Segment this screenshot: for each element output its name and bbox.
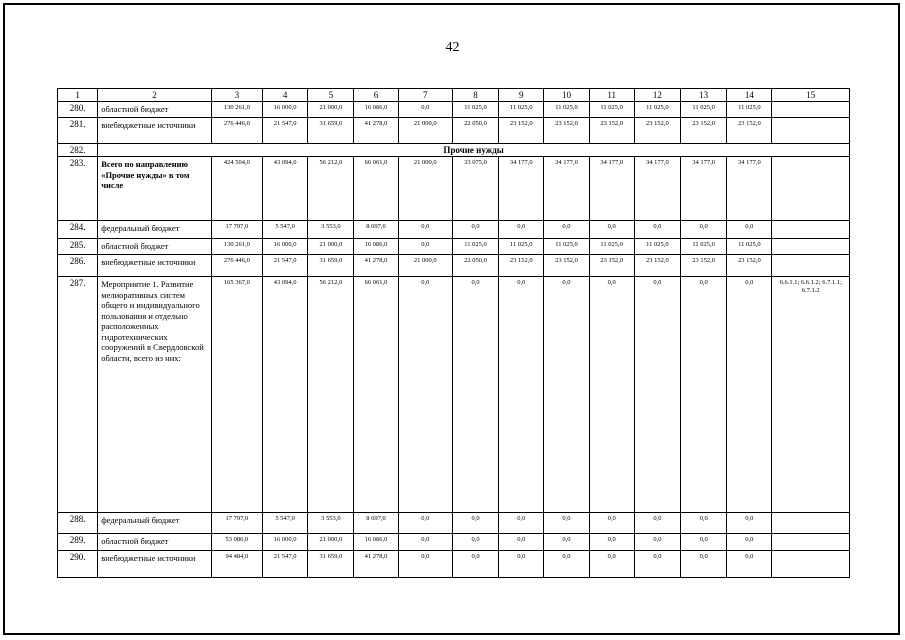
value-cell: 16 086,0 [354, 534, 398, 551]
value-cell: 33 075,0 [452, 157, 498, 221]
table-row [58, 157, 850, 221]
value-cell: 11 025,0 [452, 239, 498, 255]
column-header: 11 [589, 89, 634, 102]
target-reference: 6.6.1.1; 6.6.1.2; 6.7.1.1; 6.7.1.2 [772, 277, 850, 513]
value-cell: 11 025,0 [589, 239, 634, 255]
value-cell: 41 278,0 [354, 551, 398, 578]
value-cell: 0,0 [589, 551, 634, 578]
value-cell: 34 177,0 [499, 157, 544, 221]
row-number: 284. [58, 221, 98, 239]
value-cell: 165 367,0 [211, 277, 262, 513]
target-reference [772, 118, 850, 144]
value-cell: 21 547,0 [263, 255, 308, 277]
row-number: 281. [58, 118, 98, 144]
row-number: 280. [58, 102, 98, 118]
value-cell: 22 050,0 [452, 118, 498, 144]
column-header: 1 [58, 89, 98, 102]
value-cell: 17 797,0 [211, 221, 262, 239]
table-body [58, 89, 850, 578]
value-cell: 0,0 [589, 534, 634, 551]
value-cell: 11 025,0 [499, 239, 544, 255]
table-row [58, 513, 850, 534]
value-cell: 21 000,0 [308, 239, 354, 255]
value-cell: 43 094,0 [263, 277, 308, 513]
value-cell: 11 025,0 [544, 102, 589, 118]
target-reference [772, 102, 850, 118]
column-header: 14 [727, 89, 772, 102]
value-cell: 31 659,0 [308, 118, 354, 144]
table-row [58, 239, 850, 255]
value-cell: 23 152,0 [499, 118, 544, 144]
value-cell: 0,0 [398, 277, 452, 513]
value-cell: 0,0 [398, 239, 452, 255]
value-cell: 0,0 [499, 513, 544, 534]
value-cell: 34 177,0 [634, 157, 680, 221]
value-cell: 11 025,0 [634, 239, 680, 255]
value-cell: 0,0 [544, 513, 589, 534]
target-reference [772, 513, 850, 534]
column-header: 4 [263, 89, 308, 102]
value-cell: 0,0 [544, 221, 589, 239]
value-cell: 0,0 [398, 534, 452, 551]
value-cell: 0,0 [681, 221, 727, 239]
column-header: 12 [634, 89, 680, 102]
value-cell: 41 278,0 [354, 255, 398, 277]
column-header: 15 [772, 89, 850, 102]
target-reference [772, 157, 850, 221]
value-cell: 34 177,0 [589, 157, 634, 221]
value-cell: 21 000,0 [398, 255, 452, 277]
value-cell: 23 152,0 [681, 118, 727, 144]
table-row [58, 102, 850, 118]
row-number: 288. [58, 513, 98, 534]
value-cell: 23 152,0 [634, 118, 680, 144]
value-cell: 31 659,0 [308, 551, 354, 578]
target-reference [772, 255, 850, 277]
value-cell: 0,0 [398, 102, 452, 118]
table-row [58, 551, 850, 578]
target-reference [772, 534, 850, 551]
value-cell: 23 152,0 [589, 118, 634, 144]
value-cell: 11 025,0 [727, 102, 772, 118]
value-cell: 8 697,0 [354, 513, 398, 534]
value-cell: 31 659,0 [308, 255, 354, 277]
value-cell: 21 000,0 [398, 157, 452, 221]
value-cell: 23 152,0 [681, 255, 727, 277]
row-name: Всего по направлению «Прочие нужды» в том числе [98, 157, 212, 221]
value-cell: 8 697,0 [354, 221, 398, 239]
value-cell: 11 025,0 [727, 239, 772, 255]
value-cell: 0,0 [589, 277, 634, 513]
value-cell: 43 094,0 [263, 157, 308, 221]
value-cell: 11 025,0 [681, 239, 727, 255]
column-header: 3 [211, 89, 262, 102]
value-cell: 56 212,0 [308, 277, 354, 513]
row-number: 289. [58, 534, 98, 551]
value-cell: 0,0 [499, 277, 544, 513]
row-name: внебюджетные источники [98, 118, 212, 144]
row-number: 283. [58, 157, 98, 221]
value-cell: 0,0 [589, 221, 634, 239]
value-cell: 0,0 [499, 534, 544, 551]
value-cell: 11 025,0 [589, 102, 634, 118]
row-name: федеральный бюджет [98, 513, 212, 534]
row-name: областной бюджет [98, 534, 212, 551]
value-cell: 424 504,0 [211, 157, 262, 221]
value-cell: 94 484,0 [211, 551, 262, 578]
column-header: 13 [681, 89, 727, 102]
value-cell: 16 086,0 [354, 102, 398, 118]
header-row [58, 89, 850, 102]
value-cell: 66 061,0 [354, 277, 398, 513]
value-cell: 0,0 [681, 277, 727, 513]
value-cell: 276 446,0 [211, 255, 262, 277]
row-number: 287. [58, 277, 98, 513]
value-cell: 276 446,0 [211, 118, 262, 144]
value-cell: 21 000,0 [398, 118, 452, 144]
table-row [58, 534, 850, 551]
value-cell: 22 050,0 [452, 255, 498, 277]
value-cell: 34 177,0 [727, 157, 772, 221]
value-cell: 16 000,0 [263, 102, 308, 118]
value-cell: 0,0 [452, 277, 498, 513]
value-cell: 11 025,0 [544, 239, 589, 255]
value-cell: 0,0 [634, 534, 680, 551]
table-row [58, 118, 850, 144]
value-cell: 5 547,0 [263, 221, 308, 239]
value-cell: 0,0 [499, 221, 544, 239]
value-cell: 130 261,0 [211, 102, 262, 118]
value-cell: 5 547,0 [263, 513, 308, 534]
value-cell: 0,0 [398, 551, 452, 578]
value-cell: 11 025,0 [634, 102, 680, 118]
page-number: 42 [445, 40, 460, 55]
column-header: 8 [452, 89, 498, 102]
value-cell: 0,0 [544, 534, 589, 551]
value-cell: 16 000,0 [263, 239, 308, 255]
value-cell: 56 212,0 [308, 157, 354, 221]
value-cell: 0,0 [681, 513, 727, 534]
value-cell: 53 086,0 [211, 534, 262, 551]
value-cell: 0,0 [544, 277, 589, 513]
value-cell: 0,0 [727, 277, 772, 513]
value-cell: 0,0 [634, 221, 680, 239]
column-header: 7 [398, 89, 452, 102]
value-cell: 34 177,0 [544, 157, 589, 221]
value-cell: 23 152,0 [634, 255, 680, 277]
value-cell: 0,0 [634, 277, 680, 513]
column-header: 2 [98, 89, 212, 102]
table-row [58, 277, 850, 513]
value-cell: 34 177,0 [681, 157, 727, 221]
budget-table [57, 88, 850, 578]
value-cell: 11 025,0 [681, 102, 727, 118]
target-reference [772, 551, 850, 578]
target-reference [772, 239, 850, 255]
row-number: 282. [58, 144, 98, 157]
value-cell: 0,0 [727, 221, 772, 239]
row-name: областной бюджет [98, 239, 212, 255]
value-cell: 0,0 [727, 551, 772, 578]
value-cell: 0,0 [499, 551, 544, 578]
value-cell: 0,0 [589, 513, 634, 534]
table-row [58, 221, 850, 239]
value-cell: 17 797,0 [211, 513, 262, 534]
section-heading: Прочие нужды [98, 144, 850, 157]
row-name: внебюджетные источники [98, 551, 212, 578]
value-cell: 23 152,0 [499, 255, 544, 277]
value-cell: 23 152,0 [727, 118, 772, 144]
row-name: областной бюджет [98, 102, 212, 118]
value-cell: 0,0 [634, 551, 680, 578]
value-cell: 0,0 [398, 221, 452, 239]
row-number: 290. [58, 551, 98, 578]
value-cell: 23 152,0 [544, 118, 589, 144]
value-cell: 66 061,0 [354, 157, 398, 221]
value-cell: 41 278,0 [354, 118, 398, 144]
column-header: 5 [308, 89, 354, 102]
value-cell: 0,0 [452, 551, 498, 578]
value-cell: 16 086,0 [354, 239, 398, 255]
row-name: федеральный бюджет [98, 221, 212, 239]
value-cell: 0,0 [681, 551, 727, 578]
row-name: Мероприятие 1. Развитие мелиоративных систем общего и индивидуального пользования и отдельно расположенных гидротехнических сооружений в Свердловской области, всего из них: [98, 277, 212, 513]
table-row [58, 255, 850, 277]
value-cell: 11 025,0 [499, 102, 544, 118]
value-cell: 21 547,0 [263, 551, 308, 578]
table-row [58, 144, 850, 157]
value-cell: 21 000,0 [308, 534, 354, 551]
value-cell: 3 553,0 [308, 513, 354, 534]
value-cell: 0,0 [398, 513, 452, 534]
value-cell: 23 152,0 [727, 255, 772, 277]
value-cell: 0,0 [452, 221, 498, 239]
value-cell: 3 553,0 [308, 221, 354, 239]
value-cell: 0,0 [544, 551, 589, 578]
row-number: 286. [58, 255, 98, 277]
row-number: 285. [58, 239, 98, 255]
column-header: 6 [354, 89, 398, 102]
value-cell: 0,0 [452, 513, 498, 534]
value-cell: 0,0 [727, 513, 772, 534]
column-header: 9 [499, 89, 544, 102]
row-name: внебюджетные источники [98, 255, 212, 277]
value-cell: 0,0 [452, 534, 498, 551]
value-cell: 21 547,0 [263, 118, 308, 144]
value-cell: 11 025,0 [452, 102, 498, 118]
value-cell: 21 000,0 [308, 102, 354, 118]
target-reference [772, 221, 850, 239]
value-cell: 0,0 [727, 534, 772, 551]
value-cell: 0,0 [681, 534, 727, 551]
value-cell: 16 000,0 [263, 534, 308, 551]
value-cell: 130 261,0 [211, 239, 262, 255]
column-header: 10 [544, 89, 589, 102]
value-cell: 23 152,0 [589, 255, 634, 277]
value-cell: 23 152,0 [544, 255, 589, 277]
value-cell: 0,0 [634, 513, 680, 534]
